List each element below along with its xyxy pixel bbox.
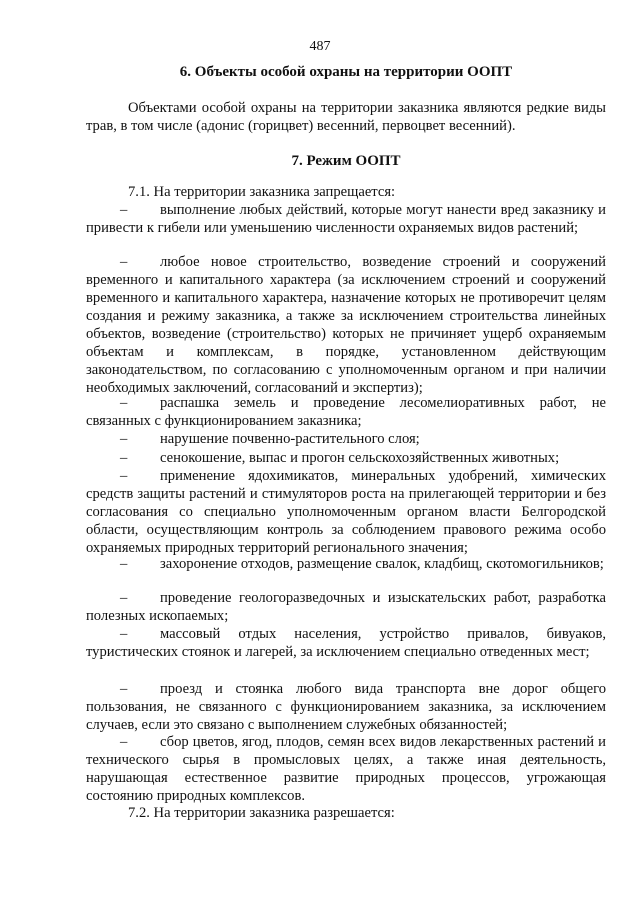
prohibition-item <box>86 430 606 448</box>
dash-marker: – <box>120 202 128 218</box>
dash-marker: – <box>120 254 128 270</box>
prohibition-text: массовый отдых населения, устройство привалов, бивуаков, туристических стоянок и лагерей, за исключением специально отведенных мест; <box>86 626 606 660</box>
page-number: 487 <box>309 39 331 54</box>
prohibition-text: захоронение отходов, размещение свалок, кладбищ, скотомогильников; <box>160 556 604 572</box>
dash-marker: – <box>120 734 128 750</box>
dash-marker: – <box>120 681 128 697</box>
prohibition-text: проведение геологоразведочных и изыскательских работ, разработка полезных ископаемых; <box>86 590 606 624</box>
prohibition-text: сбор цветов, ягод, плодов, семян всех видов лекарственных растений и технического сырья в промысловых целях, а также иная деятельность, нарушающая естественное развитие природных процессов, угрожающая состоянию природных комплексов. <box>86 734 606 804</box>
prohibition-text: выполнение любых действий, которые могут нанести вред заказнику и привести к гибели или уменьшению численности охраняемых видов растений; <box>86 202 606 236</box>
prohibition-item <box>86 394 606 430</box>
prohibition-item <box>86 589 606 625</box>
dash-marker: – <box>120 468 128 484</box>
prohibition-item <box>86 253 606 397</box>
dash-marker: – <box>120 626 128 642</box>
dash-marker: – <box>120 395 128 411</box>
section-7-heading: 7. Режим ООПТ <box>291 153 401 169</box>
prohibition-text: проезд и стоянка любого вида транспорта вне дорог общего пользования, не связанного с функционированием заказника, за исключением случаев, если это связано с выполнением служебных обязанностей; <box>86 681 606 733</box>
prohibition-text: любое новое строительство, возведение строений и сооружений временного и капитального характера (за исключением строений и сооружений временного и капитального характера, назначение которых не противоречит целям создания и режиму заказника, а также за исключением строительства линейных объектов, возведение (строительство) которых не причиняет ущерб охраняемым объектам и комплексам, в порядке, установленном действующим законодательством, по согласованию с уполномоченным органом и при наличии необходимых заключений, согласований и экспертиз); <box>86 254 606 396</box>
section-6-heading: 6. Объекты особой охраны на территории ООПТ <box>179 64 513 80</box>
dash-marker: – <box>120 431 128 447</box>
dash-marker: – <box>120 450 128 466</box>
section-7-2-intro: 7.2. На территории заказника разрешается: <box>128 805 395 821</box>
prohibition-text: применение ядохимикатов, минеральных удобрений, химических средств защиты растений и стимуляторов роста на прилегающей территории и без согласования со специально уполномоченным органом власти Белгородской области, осуществляющим контроль за соблюдением правового режима особо охраняемых природных территорий регионального значения; <box>86 468 606 556</box>
prohibition-item <box>86 467 606 557</box>
prohibition-item <box>86 625 606 661</box>
dash-marker: – <box>120 556 128 572</box>
prohibition-item <box>86 201 606 237</box>
prohibition-text: сенокошение, выпас и прогон сельскохозяйственных животных; <box>160 450 560 466</box>
prohibition-text: распашка земель и проведение лесомелиоративных работ, не связанных с функционированием заказника; <box>86 395 606 429</box>
dash-marker: – <box>120 590 128 606</box>
section-7-1-intro: 7.1. На территории заказника запрещается: <box>128 184 396 200</box>
prohibition-text: нарушение почвенно-растительного слоя; <box>160 431 420 447</box>
prohibition-item <box>86 733 606 805</box>
prohibition-item <box>86 555 606 573</box>
section-6-text: Объектами особой охраны на территории заказника являются редкие виды трав, в том числе (адонис (горицвет) весенний, первоцвет весенний). <box>86 100 606 134</box>
prohibition-item <box>86 680 606 734</box>
prohibition-item <box>86 449 606 467</box>
